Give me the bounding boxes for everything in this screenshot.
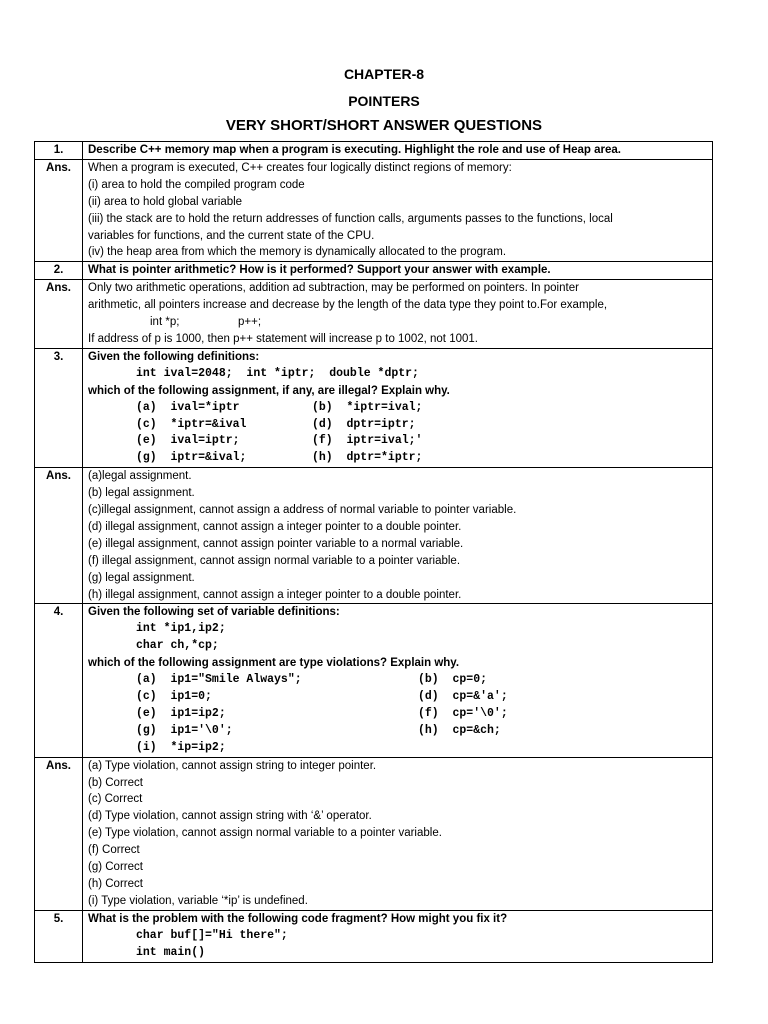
option-item: (f) cp='\0';: [418, 706, 508, 720]
text-line: (a)legal assignment.: [88, 470, 192, 483]
question-number: 5.: [35, 910, 83, 962]
answer-text: [83, 159, 713, 261]
text-line: Only two arithmetic operations, addition ad subtraction, may be performed on pointers. In pointer: [88, 282, 579, 295]
text-line: What is the problem with the following code fragment? How might you fix it?: [88, 912, 508, 925]
text-line: arithmetic, all pointers increase and decrease by the length of the data type they point to.For example,: [88, 299, 608, 312]
question-text: [83, 348, 713, 467]
text-line: (c) Correct: [88, 793, 143, 806]
answer-text: [83, 280, 713, 349]
option-row: [88, 672, 707, 689]
text-line: (i) area to hold the compiled program code: [88, 178, 305, 191]
answer-label: Ans.: [35, 159, 83, 261]
answer-label: Ans.: [35, 757, 83, 910]
code-line: int ival=2048; int *iptr; double *dptr;: [136, 366, 419, 380]
option-item: (d) dptr=iptr;: [312, 417, 416, 431]
question-number: 1.: [35, 142, 83, 160]
answer-row-3: [35, 468, 713, 604]
text-line: Describe C++ memory map when a program is executing. Highlight the role and use of Heap area.: [88, 144, 621, 156]
text-line: (e) illegal assignment, cannot assign pointer variable to a normal variable.: [88, 537, 464, 550]
option-item: (d) cp=&'a';: [418, 690, 508, 703]
code-line: char buf[]="Hi there";: [136, 928, 288, 942]
answer-row-2: [35, 280, 713, 349]
question-text: [83, 910, 713, 962]
text-line: (b) Correct: [88, 776, 143, 789]
option-row: [88, 689, 707, 706]
text-line: (iii) the stack are to hold the return addresses of function calls, arguments passes to the functions, local: [88, 212, 613, 225]
text-line: (g) legal assignment.: [88, 571, 195, 584]
option-item: (g) ip1='\0';: [136, 723, 233, 737]
option-row: [88, 706, 707, 723]
text-line: (d) Type violation, cannot assign string with ‘&’ operator.: [88, 810, 372, 823]
option-item: (e) ival=iptr;: [136, 434, 240, 448]
text-line: (iv) the heap area from which the memory is dynamically allocated to the program.: [88, 246, 507, 259]
text-line: (f) Correct: [88, 844, 140, 857]
answer-text: [83, 757, 713, 910]
text-line: (c)illegal assignment, cannot assign a address of normal variable to pointer variable.: [88, 504, 517, 517]
option-item: (a) ip1="Smile Always";: [136, 673, 302, 687]
chapter-heading: CHAPTER-8: [343, 66, 425, 82]
text-line: Given the following definitions:: [88, 350, 260, 363]
question-number: 2.: [35, 262, 83, 280]
question-text: [83, 604, 713, 757]
text-line: (h) illegal assignment, cannot assign a integer pointer to a double pointer.: [88, 588, 462, 601]
text-line: (f) illegal assignment, cannot assign normal variable to a pointer variable.: [88, 554, 461, 567]
text-line: (a) Type violation, cannot assign string to integer pointer.: [88, 759, 377, 772]
text-line: which of the following assignment, if any, are illegal? Explain why.: [88, 384, 450, 397]
text-line: (d) illegal assignment, cannot assign a integer pointer to a double pointer.: [88, 520, 462, 533]
option-row: [88, 450, 707, 467]
text-line: Given the following set of variable definitions:: [88, 606, 340, 619]
option-item: (f) iptr=ival;': [312, 434, 423, 448]
text-line: (i) Type violation, variable ‘*ip’ is undefined.: [88, 894, 308, 907]
question-text: [83, 262, 713, 280]
text-line: (b) legal assignment.: [88, 487, 195, 500]
option-item: (b) cp=0;: [418, 673, 488, 687]
option-item: (c) ip1=0;: [136, 690, 212, 703]
answer-label: Ans.: [35, 280, 83, 349]
question-row-3: [35, 348, 713, 467]
option-row: [88, 417, 707, 434]
text-line: (g) Correct: [88, 861, 143, 874]
answer-row-4: [35, 757, 713, 910]
text-line: variables for functions, and the current state of the CPU.: [88, 229, 375, 242]
text-line: When a program is executed, C++ creates four logically distinct regions of memory:: [88, 161, 512, 174]
pointer-example: int *p; p++;: [150, 316, 262, 329]
option-item: (a) ival=*iptr: [136, 400, 240, 414]
question-row-2: [35, 262, 713, 280]
question-row-1: [35, 142, 713, 160]
text-line: which of the following assignment are type violations? Explain why.: [88, 657, 460, 670]
question-row-4: [35, 604, 713, 757]
option-row: (i) *ip=ip2;: [136, 740, 226, 754]
qa-table: [34, 141, 713, 963]
option-item: (h) dptr=*iptr;: [312, 451, 423, 465]
text-line: (h) Correct: [88, 877, 143, 890]
option-item: (h) cp=&ch;: [418, 723, 501, 737]
question-number: 3.: [35, 348, 83, 467]
option-item: (e) ip1=ip2;: [136, 706, 226, 720]
text-line: (ii) area to hold global variable: [88, 195, 243, 208]
text-line: If address of p is 1000, then p++ statement will increase p to 1002, not 1001.: [88, 332, 478, 345]
question-number: 4.: [35, 604, 83, 757]
option-item: (b) *iptr=ival;: [312, 400, 423, 414]
answer-row-1: [35, 159, 713, 261]
option-row: [88, 400, 707, 417]
code-line: int main(): [136, 945, 206, 959]
text-line: What is pointer arithmetic? How is it performed? Support your answer with example.: [88, 264, 551, 277]
answer-label: Ans.: [35, 468, 83, 604]
option-item: (g) iptr=&ival;: [136, 451, 247, 465]
answer-text: [83, 468, 713, 604]
topic-heading: POINTERS: [348, 93, 420, 109]
option-row: [88, 433, 707, 450]
text-line: (e) Type violation, cannot assign normal variable to a pointer variable.: [88, 827, 442, 840]
code-line: char ch,*cp;: [136, 639, 219, 653]
question-row-5: [35, 910, 713, 962]
option-row: [88, 723, 707, 740]
option-item: (c) *iptr=&ival: [136, 417, 247, 431]
section-heading: VERY SHORT/SHORT ANSWER QUESTIONS: [225, 117, 543, 134]
question-text: [83, 142, 713, 160]
code-line: int *ip1,ip2;: [136, 622, 226, 636]
